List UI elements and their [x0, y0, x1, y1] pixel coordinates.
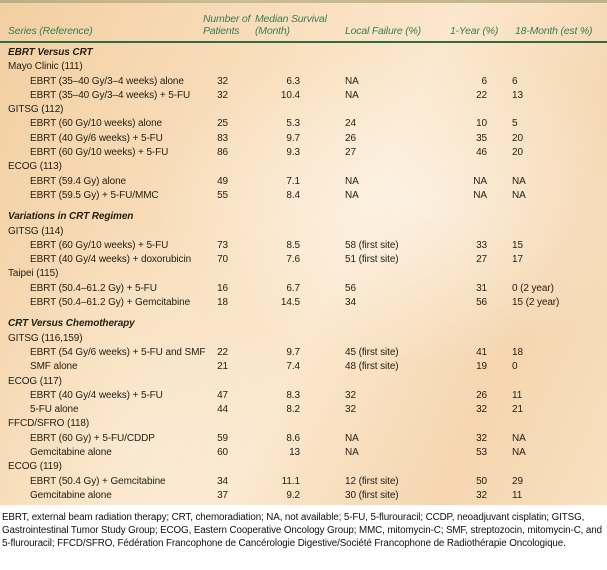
- study-group-row: [0, 160, 607, 174]
- series-cell: EBRT (50.4 Gy) + Gemcitabine: [30, 475, 166, 487]
- local-failure-cell: NA: [345, 189, 359, 201]
- study-group-label: ECOG (117): [8, 375, 62, 387]
- table-row: [0, 253, 607, 267]
- one-year-cell: 32: [476, 404, 487, 416]
- series-cell: 5-FU alone: [30, 404, 79, 416]
- study-group-label: GITSG (114): [8, 225, 64, 237]
- one-year-cell: 33: [476, 239, 487, 251]
- series-cell: EBRT (59.4 Gy) alone: [30, 175, 127, 187]
- eighteen-month-cell: 13: [512, 89, 523, 101]
- local-failure-cell: 34: [345, 297, 356, 309]
- table-row: [0, 282, 607, 296]
- table-row: [0, 175, 607, 189]
- median-survival-cell: 9.3: [286, 147, 300, 159]
- section-label: Variations in CRT Regimen: [8, 211, 134, 223]
- col-header-local-failure: Local Failure (%): [345, 24, 421, 37]
- patients-cell: 73: [217, 239, 228, 251]
- table-row: [0, 446, 607, 460]
- col-header-patients-line2: Patients: [203, 24, 240, 37]
- local-failure-cell: 32: [345, 389, 356, 401]
- table-row: [0, 403, 607, 417]
- col-header-1-year: 1-Year (%): [450, 24, 499, 37]
- study-group-row: [0, 60, 607, 74]
- median-survival-cell: 6.3: [286, 75, 300, 87]
- table-row: [0, 360, 607, 374]
- series-cell: EBRT (54 Gy/6 weeks) + 5-FU and SMF: [30, 346, 206, 358]
- study-group-label: ECOG (119): [8, 461, 62, 473]
- patients-cell: 55: [217, 189, 228, 201]
- patients-cell: 60: [217, 447, 228, 459]
- table-rows: [0, 43, 607, 503]
- study-group-label: Taipei (115): [8, 268, 59, 280]
- study-group-row: [0, 460, 607, 474]
- patients-cell: 37: [217, 489, 228, 501]
- local-failure-cell: NA: [345, 75, 359, 87]
- eighteen-month-cell: 18: [512, 346, 523, 358]
- median-survival-cell: 7.4: [286, 361, 300, 373]
- study-group-row: [0, 375, 607, 389]
- series-cell: EBRT (35–40 Gy/3–4 weeks) alone: [30, 75, 184, 87]
- eighteen-month-cell: NA: [512, 447, 526, 459]
- section-header-row: [0, 46, 607, 60]
- eighteen-month-cell: 0: [512, 361, 518, 373]
- series-cell: Gemcitabine alone: [30, 489, 112, 501]
- eighteen-month-cell: 15 (2 year): [512, 297, 560, 309]
- one-year-cell: 56: [476, 297, 487, 309]
- patients-cell: 59: [217, 432, 228, 444]
- eighteen-month-cell: 20: [512, 147, 523, 159]
- one-year-cell: 19: [476, 361, 487, 373]
- median-survival-cell: 5.3: [286, 118, 300, 130]
- patients-cell: 34: [217, 475, 228, 487]
- local-failure-cell: NA: [345, 89, 359, 101]
- patients-cell: 32: [217, 75, 228, 87]
- one-year-cell: 35: [476, 132, 487, 144]
- table-footnote: EBRT, external beam radiation therapy; CRT, chemoradiation; NA, not available; 5-FU, 5-flurouracil; CCDP, neoadjuvant cisplatin; GITSG, Gastrointestinal Tumor Study Group; ECOG, Eastern Cooperative Oncology Group; MMC, mitomycin-C; SMF, streptozocin, mitomycin-C, and 5-flurouracil; FFCD/SFRO, Fédération Francophone de Cancérologie Digestive/Société Francophone de Radiothérapie Oncologique.: [2, 512, 602, 549]
- local-failure-cell: 24: [345, 118, 356, 130]
- table-row: [0, 389, 607, 403]
- series-cell: Gemcitabine alone: [30, 447, 112, 459]
- local-failure-cell: 30 (first site): [345, 489, 399, 501]
- median-survival-cell: 8.3: [286, 389, 300, 401]
- one-year-cell: 32: [476, 432, 487, 444]
- median-survival-cell: 9.7: [286, 346, 300, 358]
- table-row: [0, 432, 607, 446]
- median-survival-cell: 13: [289, 447, 300, 459]
- study-group-row: [0, 267, 607, 281]
- local-failure-cell: 12 (first site): [345, 475, 399, 487]
- series-cell: EBRT (35–40 Gy/3–4 weeks) + 5-FU: [30, 89, 191, 101]
- col-header-series: Series (Reference): [8, 24, 93, 37]
- patients-cell: 22: [217, 346, 228, 358]
- median-survival-cell: 9.7: [286, 132, 300, 144]
- series-cell: SMF alone: [30, 361, 78, 373]
- table-row: [0, 475, 607, 489]
- eighteen-month-cell: 11: [512, 389, 523, 401]
- one-year-cell: 46: [476, 147, 487, 159]
- median-survival-cell: 8.6: [286, 432, 300, 444]
- section-label: EBRT Versus CRT: [8, 47, 93, 58]
- median-survival-cell: 10.4: [280, 89, 300, 101]
- series-cell: EBRT (60 Gy) + 5-FU/CDDP: [30, 432, 155, 444]
- table-row: [0, 239, 607, 253]
- median-survival-cell: 14.5: [280, 297, 300, 309]
- table-row: [0, 296, 607, 310]
- one-year-cell: 53: [476, 447, 487, 459]
- median-survival-cell: 9.2: [286, 489, 300, 501]
- series-cell: EBRT (40 Gy/6 weeks) + 5-FU: [30, 132, 163, 144]
- one-year-cell: NA: [473, 189, 487, 201]
- local-failure-cell: NA: [345, 432, 359, 444]
- col-header-patients: [203, 14, 250, 37]
- table-row: [0, 189, 607, 203]
- patients-cell: 21: [217, 361, 228, 373]
- eighteen-month-cell: NA: [512, 432, 526, 444]
- section-header-row: [0, 210, 607, 224]
- series-cell: EBRT (60 Gy/10 weeks) alone: [30, 118, 162, 130]
- median-survival-cell: 8.2: [286, 404, 300, 416]
- one-year-cell: 27: [476, 254, 487, 266]
- patients-cell: 70: [217, 254, 228, 266]
- local-failure-cell: 45 (first site): [345, 346, 399, 358]
- table-row: [0, 346, 607, 360]
- series-cell: EBRT (59.5 Gy) + 5-FU/MMC: [30, 189, 159, 201]
- series-cell: EBRT (60 Gy/10 weeks) + 5-FU: [30, 147, 169, 159]
- table-row: [0, 89, 607, 103]
- median-survival-cell: 6.7: [286, 282, 300, 294]
- study-group-row: [0, 332, 607, 346]
- patients-cell: 25: [217, 118, 228, 130]
- one-year-cell: 50: [476, 475, 487, 487]
- section-header-row: [0, 317, 607, 331]
- median-survival-cell: 11.1: [281, 475, 300, 487]
- local-failure-cell: 27: [345, 147, 356, 159]
- eighteen-month-cell: 17: [512, 254, 523, 266]
- section-label: CRT Versus Chemotherapy: [8, 318, 135, 330]
- table-row: [0, 146, 607, 160]
- study-group-row: [0, 103, 607, 117]
- one-year-cell: 10: [476, 118, 487, 130]
- table-row: [0, 117, 607, 131]
- table-header-row: [0, 3, 607, 43]
- eighteen-month-cell: NA: [512, 175, 526, 187]
- study-group-label: Mayo Clinic (111): [8, 61, 83, 73]
- patients-cell: 86: [217, 147, 228, 159]
- median-survival-cell: 7.1: [286, 175, 300, 187]
- series-cell: EBRT (40 Gy/4 weeks) + 5-FU: [30, 389, 163, 401]
- local-failure-cell: NA: [345, 175, 359, 187]
- patients-cell: 44: [217, 404, 228, 416]
- table-row: [0, 75, 607, 89]
- median-survival-cell: 8.4: [286, 189, 300, 201]
- patients-cell: 47: [217, 389, 228, 401]
- series-cell: EBRT (50.4–61.2 Gy) + Gemcitabine: [30, 297, 191, 309]
- eighteen-month-cell: 20: [512, 132, 523, 144]
- one-year-cell: 6: [481, 75, 487, 87]
- study-group-label: GITSG (112): [8, 104, 64, 116]
- eighteen-month-cell: 5: [512, 118, 518, 130]
- col-header-18-month: 18-Month (est %): [515, 24, 593, 37]
- local-failure-cell: 51 (first site): [345, 254, 399, 266]
- col-header-median-line2: (Month): [255, 24, 290, 37]
- series-cell: EBRT (40 Gy/4 weeks) + doxorubicin: [30, 254, 192, 266]
- study-group-row: [0, 225, 607, 239]
- study-group-label: ECOG (113): [8, 161, 62, 173]
- median-survival-cell: 8.5: [286, 239, 300, 251]
- eighteen-month-cell: 21: [512, 404, 523, 416]
- one-year-cell: 32: [476, 489, 487, 501]
- local-failure-cell: NA: [345, 447, 359, 459]
- patients-cell: 18: [217, 297, 228, 309]
- study-group-label: GITSG (116,159): [8, 332, 83, 344]
- patients-cell: 83: [217, 132, 228, 144]
- one-year-cell: 26: [476, 389, 487, 401]
- eighteen-month-cell: 29: [512, 475, 523, 487]
- eighteen-month-cell: 6: [512, 75, 518, 87]
- series-cell: EBRT (60 Gy/10 weeks) + 5-FU: [30, 239, 169, 251]
- local-failure-cell: 58 (first site): [345, 239, 399, 251]
- local-failure-cell: 56: [345, 282, 356, 294]
- local-failure-cell: 32: [345, 404, 356, 416]
- study-group-row: [0, 417, 607, 431]
- one-year-cell: 31: [476, 282, 487, 294]
- local-failure-cell: 48 (first site): [345, 361, 399, 373]
- one-year-cell: 41: [476, 346, 487, 358]
- eighteen-month-cell: 0 (2 year): [512, 282, 554, 294]
- patients-cell: 16: [217, 282, 228, 294]
- eighteen-month-cell: 15: [512, 239, 523, 251]
- one-year-cell: 22: [476, 89, 487, 101]
- table-row: [0, 489, 607, 503]
- eighteen-month-cell: 11: [512, 489, 523, 501]
- series-cell: EBRT (50.4–61.2 Gy) + 5-FU: [30, 282, 157, 294]
- patients-cell: 32: [217, 89, 228, 101]
- eighteen-month-cell: NA: [512, 189, 526, 201]
- col-header-median-line1: Median Survival: [255, 13, 327, 25]
- one-year-cell: NA: [473, 175, 487, 187]
- patients-cell: 49: [217, 175, 228, 187]
- study-group-label: FFCD/SFRO (118): [8, 418, 90, 430]
- local-failure-cell: 26: [345, 132, 356, 144]
- col-header-median-survival: [255, 14, 327, 37]
- table-row: [0, 132, 607, 146]
- median-survival-cell: 7.6: [286, 254, 300, 266]
- col-header-patients-line1: Number of: [203, 13, 251, 25]
